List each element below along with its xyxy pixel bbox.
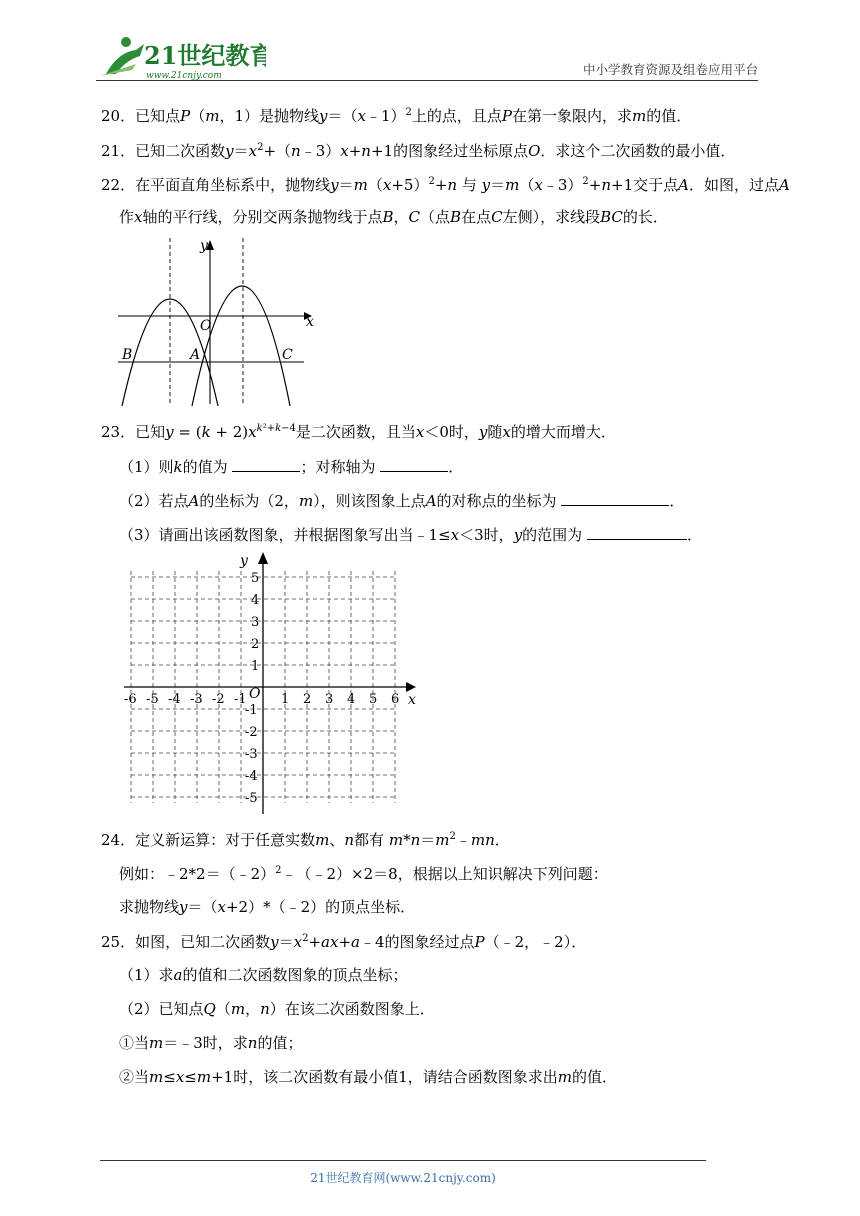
fig22-x-label: x	[306, 314, 314, 330]
grid-x-tick-label: -5	[146, 692, 159, 707]
grid-x-tick-label: 4	[347, 692, 356, 707]
question-25: 25．如图，已知二次函数$y=x^2+ax+a﹣4$的图象经过点P（﹣2，﹣2）．	[101, 933, 587, 951]
question-22: 22．在平面直角坐标系中，抛物线$y=m(x+5)^2+n$ 与 y＝m（x﹣3）$^2$+n+1交于点A．如图，过点A	[101, 176, 790, 194]
grid-x-tick-label: -3	[190, 692, 203, 707]
footer-rule	[100, 1160, 706, 1161]
fig22-point-a: A	[190, 347, 201, 363]
answer-blank-k[interactable]	[232, 458, 300, 472]
grid-y-tick-label: 3	[251, 615, 260, 630]
grid-y-tick-label: 1	[251, 659, 260, 674]
footer-site: 21世纪教育网(www.21cnjy.com)	[310, 1171, 496, 1185]
coordinate-grid[interactable]	[118, 548, 424, 818]
question-24-example: 例如：﹣2*2＝（﹣2）$^2$﹣（﹣2）×2＝8，根据以上知识解决下列问题：	[119, 865, 608, 883]
question-23-part1: （1）则k的值为 ；对称轴为 ．	[119, 458, 464, 476]
grid-y-tick-label: -2	[245, 725, 258, 740]
logo-url: www.21cnjy.com	[146, 71, 222, 81]
question-23: 23．已知$y = (k + 2)x^{k^2+k-4}$是二次函数，且当x＜0时，y随x的增大而增大．	[101, 423, 616, 441]
answer-blank-y-range[interactable]	[587, 526, 687, 540]
grid-y-label: y	[240, 553, 248, 569]
answer-blank-symmetric-point[interactable]	[561, 492, 669, 506]
grid-y-tick-label: 2	[251, 637, 260, 652]
question-25-sub1: ①当m＝﹣3时，求n的值；	[119, 1034, 303, 1052]
grid-x-tick-label: -6	[124, 692, 137, 707]
grid-x-label: x	[408, 692, 416, 708]
question-25-part1: （1）求a的值和二次函数图象的顶点坐标；	[119, 966, 408, 984]
grid-x-tick-label: -4	[168, 692, 181, 707]
question-21: 21．已知二次函数$y=x^2+(n﹣3)x+n+1$的图象经过坐标原点O．求这个二次函数的最小值．	[101, 142, 736, 160]
grid-x-tick-label: 6	[391, 692, 400, 707]
grid-x-tick-label: 1	[281, 692, 290, 707]
fig22-origin-label: O	[200, 318, 212, 334]
question-25-part2: （2）已知点Q（m，n）在该二次函数图象上．	[119, 1000, 435, 1018]
grid-y-tick-label: 5	[251, 571, 260, 586]
question-25-sub2: ②当m≤x≤m+1时，该二次函数有最小值1，请结合函数图象求出m的值．	[119, 1068, 618, 1086]
question-23-part2: （2）若点A的坐标为（2，m），则该图象上点A的对称点的坐标为 ．	[119, 492, 685, 510]
question-22-line2: 作x轴的平行线，分别交两条抛物线于点B，C（点B在点C左侧），求线段BC的长．	[119, 208, 668, 226]
grid-y-tick-label: -1	[245, 703, 258, 718]
fig22-point-b: B	[122, 347, 133, 363]
question-24: 24．定义新运算：对于任意实数m、n都有 $m*n=m^2﹣mn$．	[101, 831, 510, 849]
platform-name: 中小学教育资源及组卷应用平台	[582, 62, 758, 77]
grid-x-tick-label: -2	[212, 692, 225, 707]
grid-x-tick-label: 5	[369, 692, 378, 707]
fig22-y-label: y	[200, 238, 208, 254]
fig22-point-c: C	[282, 347, 293, 363]
logo-text: 21世纪教育	[144, 41, 266, 70]
grid-y-tick-label: 4	[251, 593, 260, 608]
grid-x-tick-label: 3	[325, 692, 334, 707]
question-20: 20．已知点P（m，1）是抛物线y＝（x﹣1）$^2$上的点，且点P在第一象限内，求m的值．	[101, 107, 692, 125]
grid-origin-label: O	[249, 686, 261, 702]
question-24-task: 求抛物线y＝（x+2）*（﹣2）的顶点坐标．	[119, 898, 416, 916]
header-rule	[96, 80, 758, 81]
grid-y-tick-label: -4	[245, 769, 258, 784]
grid-y-tick-label: -3	[245, 747, 258, 762]
grid-x-tick-label: -1	[234, 692, 247, 707]
question-23-part3: （3）请画出该函数图象，并根据图象写出当﹣1≤x＜3时，y的范围为 ．	[119, 526, 702, 544]
answer-blank-axis[interactable]	[380, 458, 448, 472]
figure-22-parabolas	[112, 236, 322, 408]
grid-x-tick-label: 2	[303, 692, 312, 707]
grid-y-tick-label: -5	[245, 791, 258, 806]
site-logo	[96, 34, 266, 82]
